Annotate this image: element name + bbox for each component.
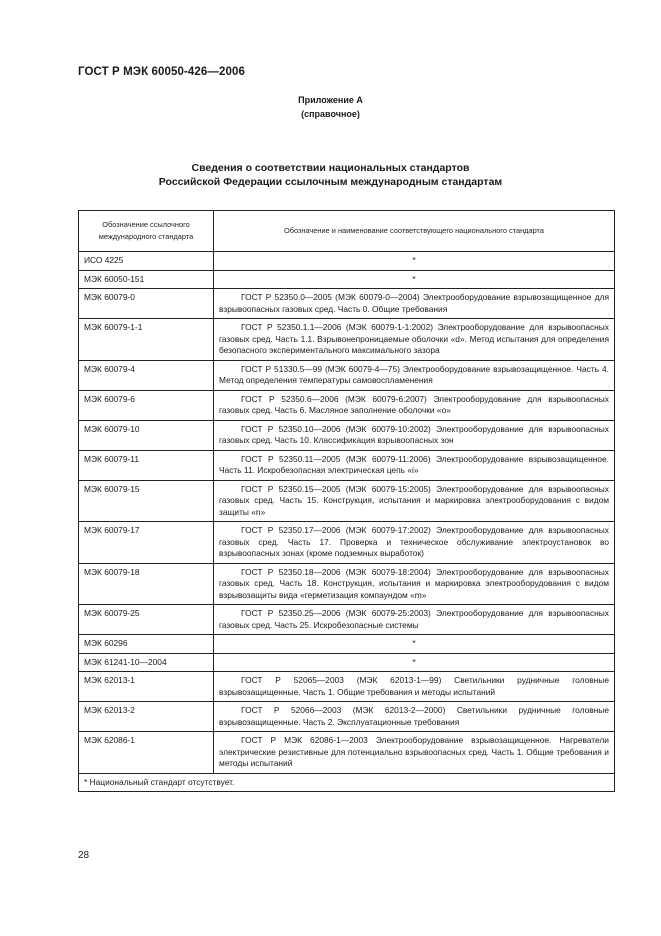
section-heading-line1: Сведения о соответствии национальных стандартов (191, 162, 470, 174)
table-header-row (79, 211, 615, 252)
no-national-standard-mark: * (214, 635, 615, 654)
table-body (79, 252, 615, 774)
national-standard-description (214, 319, 615, 361)
international-standard-code: МЭК 60079-1-1 (79, 319, 214, 361)
national-standard-description (214, 732, 615, 774)
international-standard-code: МЭК 60079-17 (79, 522, 214, 564)
national-standard-text: ГОСТ Р 52350.11—2005 (МЭК 60079-11:2006) Электрооборудование взрывозащищенное. Часть 11. Искробезопасная электрическая цепь «i» (219, 453, 609, 475)
standards-table (78, 210, 615, 792)
table-row (79, 672, 615, 702)
international-standard-code: МЭК 60079-6 (79, 390, 214, 420)
table-row (79, 563, 615, 605)
national-standard-description (214, 450, 615, 480)
international-standard-code: МЭК 60079-11 (79, 450, 214, 480)
international-standard-code: МЭК 60079-15 (79, 480, 214, 522)
no-national-standard-mark: * (214, 653, 615, 672)
international-standard-code: МЭК 60079-10 (79, 420, 214, 450)
international-standard-code: МЭК 62086-1 (79, 732, 214, 774)
national-standard-text: ГОСТ Р 52350.15—2005 (МЭК 60079-15:2005) Электрооборудование для взрывоопасных газовых сред. Часть 15. Конструкция, испытания и маркировка электрооборудования с видом защиты «n» (219, 483, 609, 517)
national-standard-text: ГОСТ Р 52350.0—2005 (МЭК 60079-0—2004) Электрооборудование взрывозащищенное для взрывоопасных газовых сред. Часть 0. Общие требования (219, 292, 609, 314)
national-standard-description (214, 360, 615, 390)
international-standard-code: МЭК 62013-2 (79, 702, 214, 732)
footnote-row (79, 773, 615, 792)
table-row (79, 605, 615, 635)
table-row (79, 289, 615, 319)
national-standard-text: ГОСТ Р 52066—2003 (МЭК 62013-2—2000) Светильники рудничные головные взрывозащищенные. Часть 2. Эксплуатационные требования (219, 705, 609, 727)
table-row (79, 319, 615, 361)
national-standard-description (214, 605, 615, 635)
international-standard-code: МЭК 61241-10—2004 (79, 653, 214, 672)
national-standard-description (214, 522, 615, 564)
national-standard-description (214, 420, 615, 450)
national-standard-text: ГОСТ Р 52350.17—2006 (МЭК 60079-17:2002) Электрооборудование для взрывоопасных газовых сред. Часть 17. Проверка и техническое обслуживание электроустановок во взрывоопасных зонах (кроме подземных выработок) (219, 525, 609, 558)
national-standard-description (214, 480, 615, 522)
table-row (79, 635, 615, 654)
column-header-international: Обозначение ссылочного международного стандарта (79, 211, 214, 252)
national-standard-text: ГОСТ Р 51330.5—99 (МЭК 60079-4—75) Электрооборудование взрывозащищенное. Часть 4. Метод определения температуры самовоспламенения (219, 363, 609, 385)
table-row (79, 252, 615, 271)
section-heading-line2: Российской Федерации ссылочным международным стандартам (158, 176, 503, 188)
national-standard-description (214, 390, 615, 420)
table-row (79, 480, 615, 522)
table-row (79, 522, 615, 564)
international-standard-code: МЭК 60079-25 (79, 605, 214, 635)
international-standard-code: ИСО 4225 (79, 252, 214, 271)
table-row (79, 420, 615, 450)
page-number: 28 (78, 850, 90, 861)
column-header-national: Обозначение и наименование соответствующего национального стандарта (214, 211, 615, 252)
national-standard-description (214, 289, 615, 319)
national-standard-description (214, 672, 615, 702)
table-row (79, 390, 615, 420)
no-national-standard-mark: * (214, 270, 615, 289)
national-standard-text: ГОСТ Р 52350.25—2006 (МЭК 60079-25:2003) Электрооборудование для взрывоопасных газовых сред. Часть 25. Искробезопасные системы (219, 608, 609, 630)
national-standard-text: ГОСТ Р 52350.1.1—2006 (МЭК 60079-1-1:2002) Электрооборудование для взрывоопасных газовых сред. Часть 1.1. Взрывонепроницаемые оболочки «d». Метод испытания для определения безопасного экспериментального максимального зазора (219, 322, 609, 355)
table-row (79, 270, 615, 289)
national-standard-text: ГОСТ Р 52350.18—2006 (МЭК 60079-18:2004) Электрооборудование для взрывоопасных газовых сред. Часть 18. Конструкция, испытания и маркировка электрооборудования с видом взрывозащиты вида «герметизация компаундом «m» (219, 566, 609, 600)
no-national-standard-mark: * (214, 252, 615, 271)
international-standard-code: МЭК 60079-18 (79, 563, 214, 605)
table-row (79, 653, 615, 672)
annex-title: Приложение А (298, 95, 363, 105)
table-row (79, 360, 615, 390)
national-standard-text: ГОСТ Р 52350.10—2006 (МЭК 60079-10:2002) Электрооборудование для взрывоопасных газовых сред. Часть 10. Классификация взрывоопасных зон (219, 423, 609, 445)
document-header: ГОСТ Р МЭК 60050-426—2006 (78, 66, 245, 78)
national-standard-description (214, 702, 615, 732)
table-row (79, 732, 615, 774)
table-row (79, 702, 615, 732)
table-row (79, 450, 615, 480)
international-standard-code: МЭК 60079-0 (79, 289, 214, 319)
footnote: * Национальный стандарт отсутствует. (79, 773, 615, 792)
international-standard-code: МЭК 62013-1 (79, 672, 214, 702)
international-standard-code: МЭК 60050-151 (79, 270, 214, 289)
annex-subtitle: (справочное) (301, 109, 360, 119)
international-standard-code: МЭК 60079-4 (79, 360, 214, 390)
national-standard-description (214, 563, 615, 605)
national-standard-text: ГОСТ Р МЭК 62086-1—2003 Электрооборудование взрывозащищенное. Нагреватели электрические резистивные для потенциально взрывоопасных сред. Часть 1. Общие требования и методы испытаний (219, 735, 609, 768)
national-standard-text: ГОСТ Р 52065—2003 (МЭК 62013-1—99) Светильники рудничные головные взрывозащищенные. Часть 1. Общие требования и методы испытаний (219, 675, 609, 697)
international-standard-code: МЭК 60296 (79, 635, 214, 654)
national-standard-text: ГОСТ Р 52350.6—2006 (МЭК 60079-6:2007) Электрооборудование для взрывоопасных газовых сред. Часть 6. Масляное заполнение оболочки «о» (219, 393, 609, 415)
